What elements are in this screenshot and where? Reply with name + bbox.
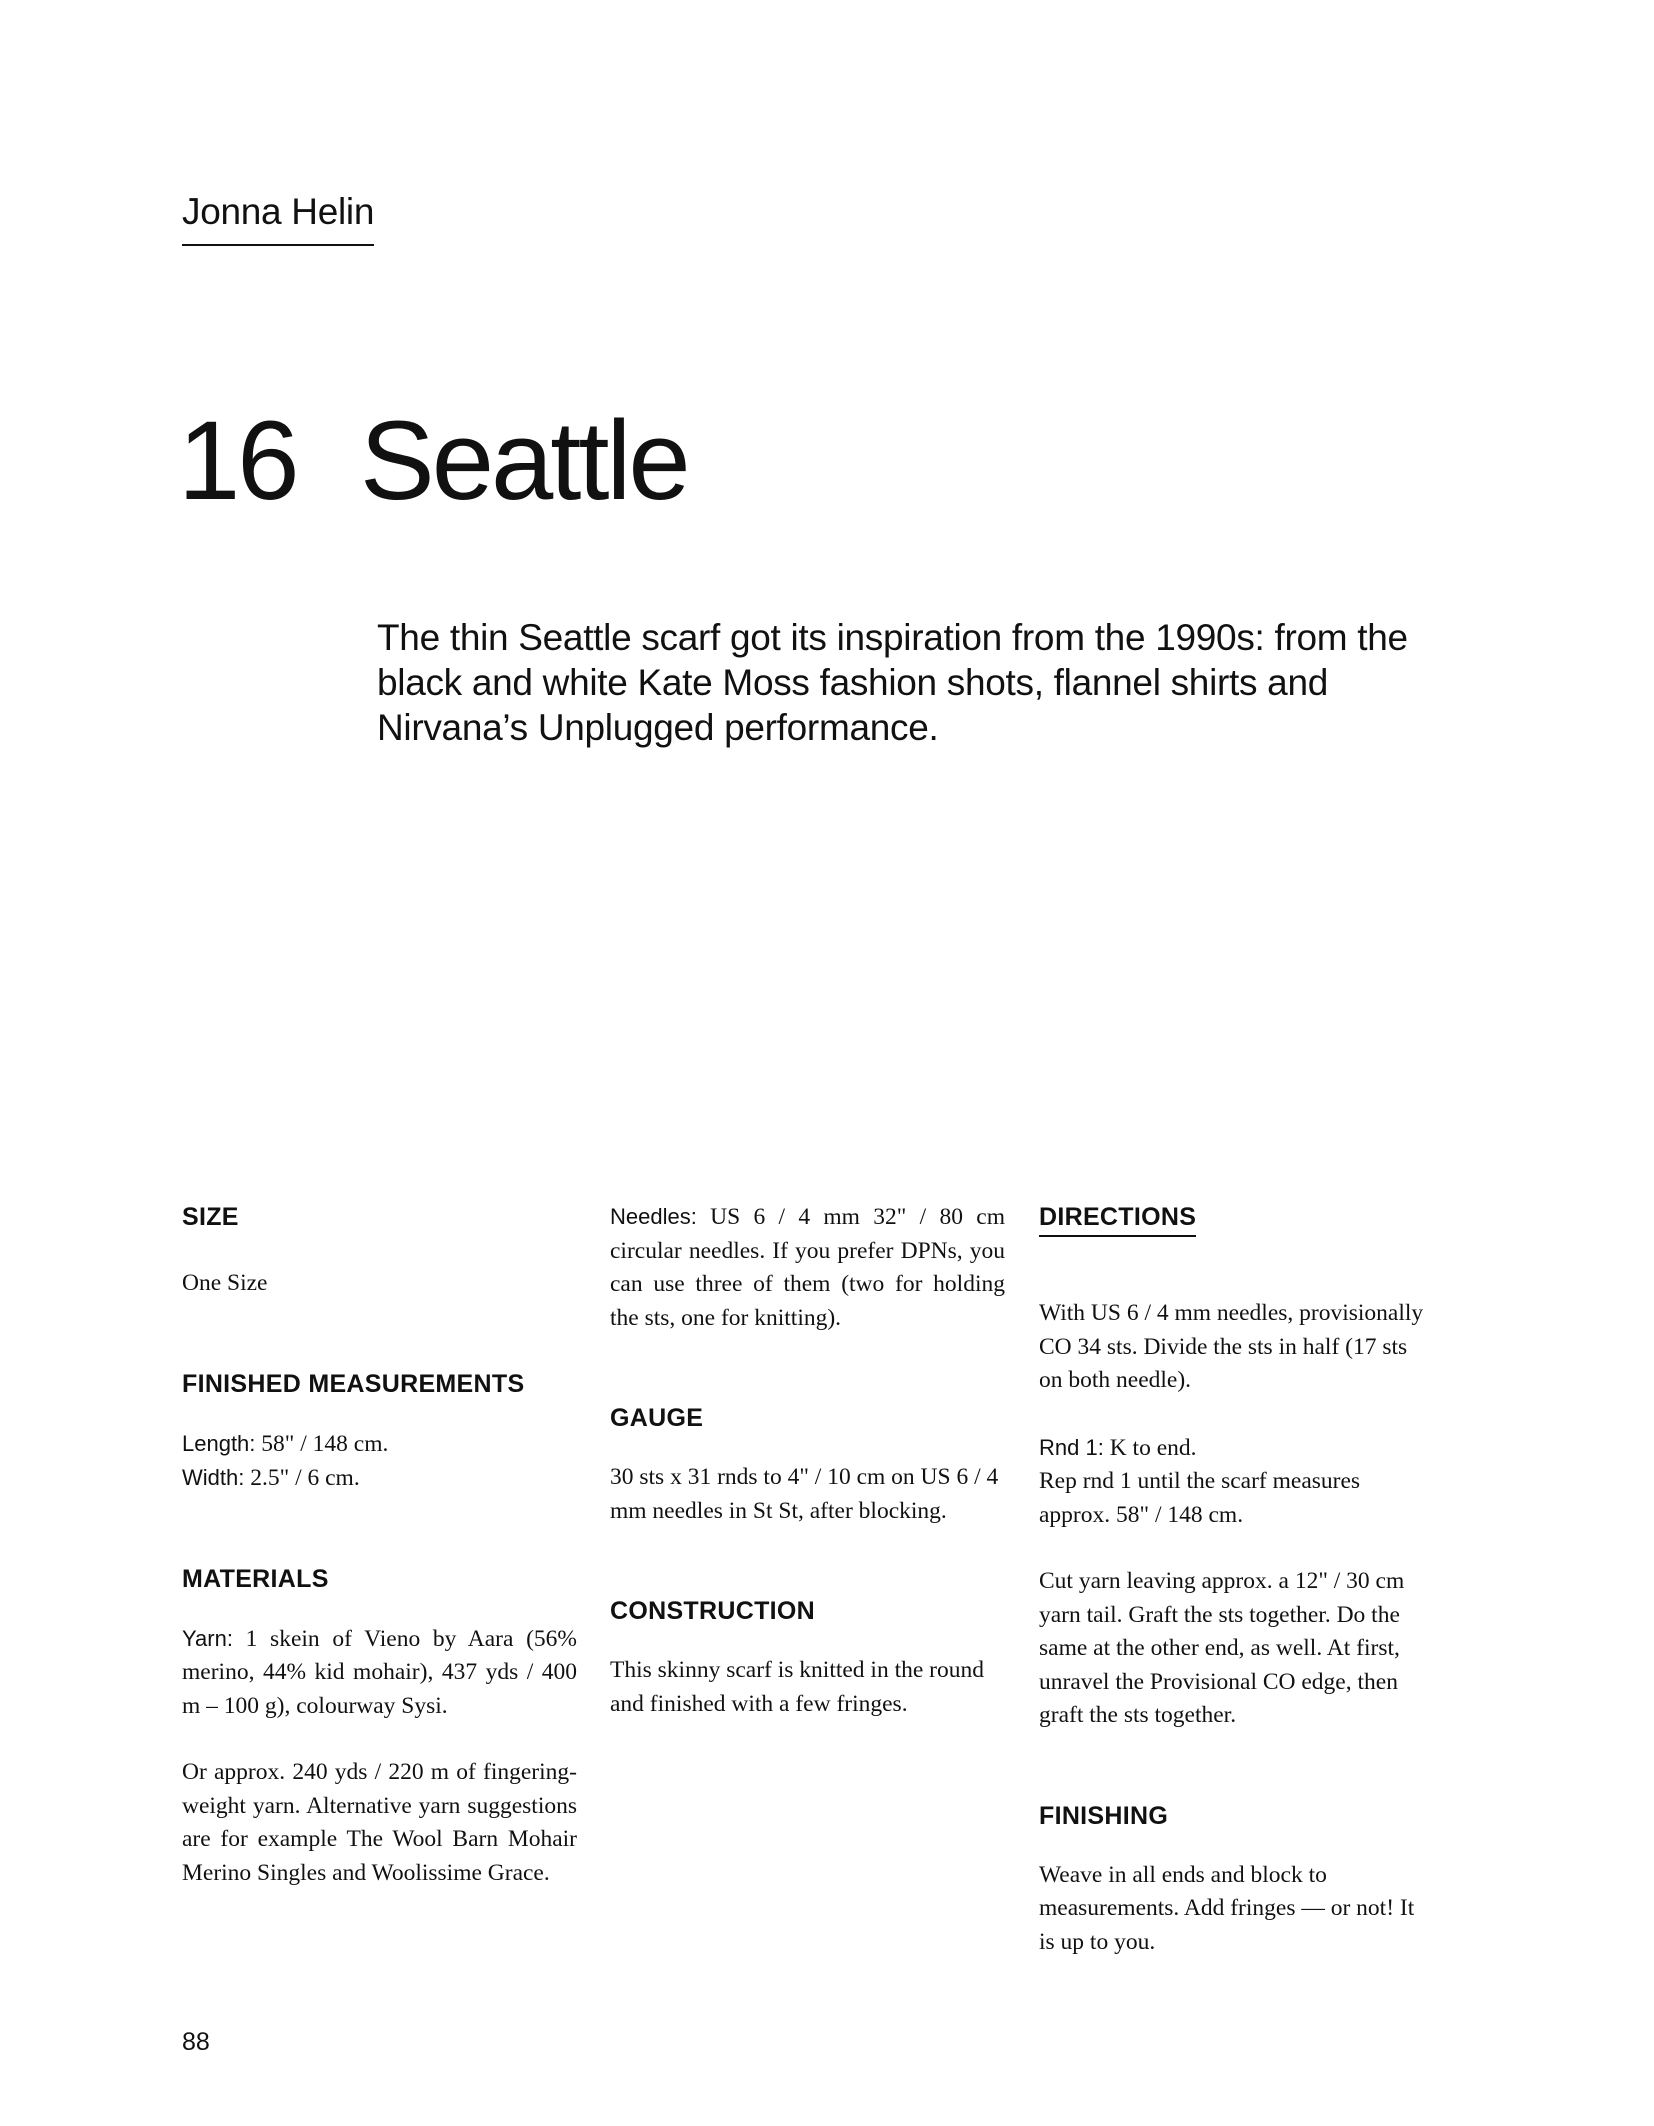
rnd1-text: K to end. [1103,1434,1197,1461]
gauge-text: 30 sts x 31 rnds to 4" / 10 cm on US 6 / 4 mm needles in St St, after blocking. [610,1464,999,1524]
column-right [1039,1200,1434,1959]
column-middle [610,1200,1005,1721]
finished-measurements-section [182,1367,577,1496]
materials-section [182,1562,577,1891]
rnd1-label: Rnd 1: [1039,1434,1104,1460]
column-left [182,1200,577,1890]
length-label: Length: [182,1430,256,1456]
needles-label: Needles: [610,1204,697,1229]
width-line [182,1461,577,1496]
cast-on-text: With US 6 / 4 mm needles, provisionally CO 34 sts. Divide the sts in half (17 sts on both needle). [1039,1300,1424,1393]
size-section [182,1200,577,1301]
width-value: 2.5" / 6 cm. [244,1465,360,1491]
page-number: 88 [182,2028,210,2056]
finished-measurements-heading: FINISHED MEASUREMENTS [182,1369,525,1398]
pattern-title [178,398,688,523]
length-line [182,1427,577,1462]
construction-heading: CONSTRUCTION [610,1597,815,1625]
width-label: Width: [182,1465,245,1490]
graft-text: Cut yarn leaving approx. a 12" / 30 cm yarn tail. Graft the sts together. Do the same at the other end, as well. At first, unravel the Provisional CO edge, then graft the sts together. [1039,1568,1405,1728]
finishing-text: Weave in all ends and block to measurements. Add fringes — or not! It is up to you. [1039,1861,1415,1955]
construction-text: This skinny scarf is knitted in the round and finished with a few fringes. [610,1657,984,1717]
construction-section [610,1594,1005,1721]
yarn-description: 1 skein of Vieno by Aara (56% merino, 44% kid mohair), 437 yds / 400 m – 100 g), colourway Sysi. [182,1625,577,1719]
yarn-label: Yarn: [182,1625,233,1651]
finishing-heading: FINISHING [1039,1801,1169,1830]
directions-section [1039,1200,1434,1733]
needles-description: US 6 / 4 mm 32" / 80 cm circular needles. If you prefer DPNs, you can use three of them (two for holding the sts, one for knitting). [610,1204,1005,1331]
gauge-section [610,1401,1005,1528]
length-value: 58" / 148 cm. [255,1430,389,1457]
pattern-name: Seattle [360,398,688,523]
needles-text [610,1200,1005,1335]
size-value: One Size [182,1270,268,1296]
pattern-number: 16 [178,398,297,523]
alternative-yarn-text: Or approx. 240 yds / 220 m of fingering-weight yarn. Alternative yarn suggestions are for example The Wool Barn Mohair Merino Singles and Woolissime Grace. [182,1759,577,1886]
pattern-intro: The thin Seattle scarf got its inspiration from the 1990s: from the black and white Kate Moss fashion shots, flannel shirts and Nirvana’s Unplugged performance. [377,617,1408,748]
rnd1-line [1039,1431,1434,1466]
repeat-text: Rep rnd 1 until the scarf measures approx. 58" / 148 cm. [1039,1468,1361,1528]
size-heading: SIZE [182,1203,239,1231]
materials-heading: MATERIALS [182,1564,329,1593]
author-name: Jonna Helin [182,190,374,246]
gauge-heading: GAUGE [610,1404,704,1432]
directions-heading: DIRECTIONS [1039,1200,1196,1237]
yarn-text [182,1622,577,1724]
finishing-section [1039,1799,1434,1960]
